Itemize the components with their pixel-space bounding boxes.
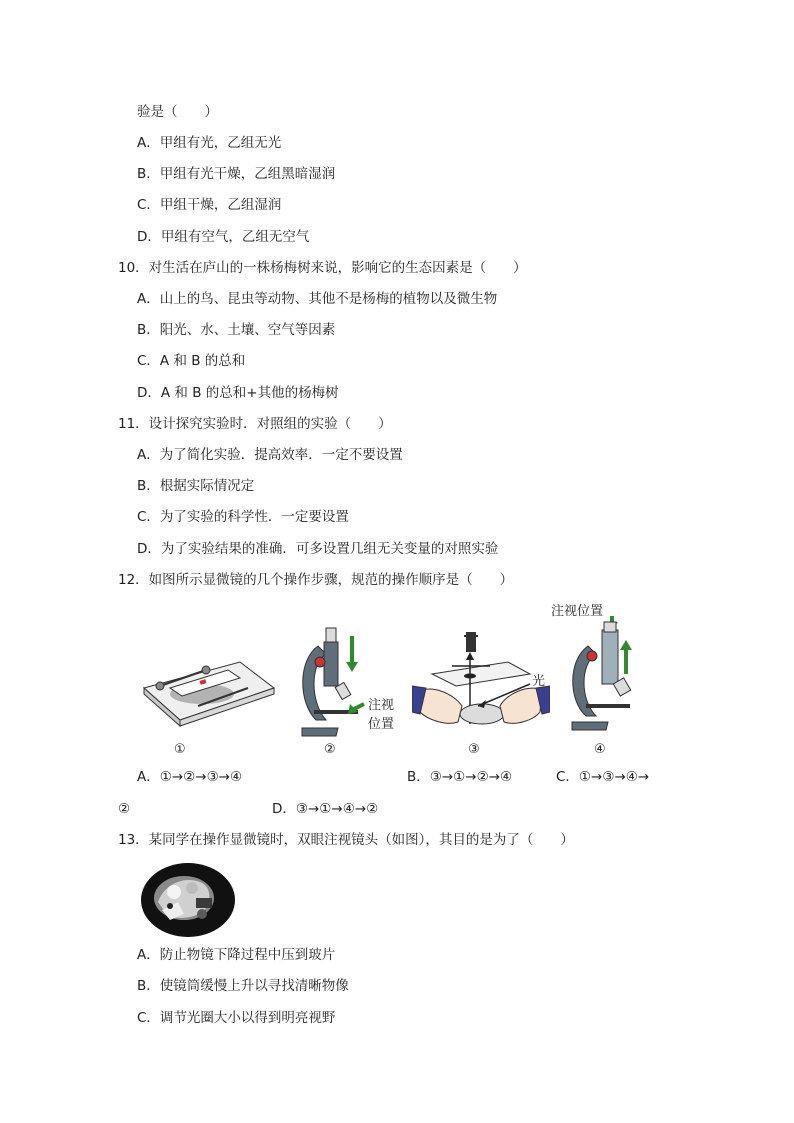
q9-option-d: D．甲组有空气，乙组无空气 [137,229,310,245]
q10-option-d: D．A 和 B 的总和+其他的杨梅树 [137,385,339,401]
q10-option-c: C．A 和 B 的总和 [137,353,246,369]
figure-label-1: ① [174,742,186,757]
q9-continuation: 验是（ ） [137,104,218,120]
q12-option-d: D．③→①→④→② [272,801,379,817]
mirror-adjusting-figure [412,628,550,732]
q11-option-c: C．为了实验的科学性．一定要设置 [137,509,349,525]
q13-stem: 13．某同学在操作显微镜时，双眼注视镜头（如图），其目的是为了（ ） [118,832,574,848]
figure-light-label: 光 [532,674,546,689]
microscope-raising-figure [566,616,638,734]
gazing-at-lens-photo [140,862,236,938]
q10-option-a: A．山上的鸟、昆虫等动物、其他不是杨梅的植物以及微生物 [137,291,498,307]
q12-option-a: A．①→②→③→④ [137,769,243,785]
q11-option-a: A．为了简化实验．提高效率．一定不要设置 [137,447,403,463]
figure-gaze-label-line1: 注视 [368,698,395,713]
q11-option-d: D．为了实验结果的准确．可多设置几组无关变量的对照实验 [137,541,499,557]
q12-option-c: C．①→③→④→ [556,769,650,785]
q9-option-a: A．甲组有光，乙组无光 [137,135,282,151]
figure-label-2: ② [324,742,336,757]
q12-option-c-continued: ② [118,801,131,817]
figure-gaze-position-label: 注视位置 [551,604,604,619]
q9-option-c: C．甲组干燥，乙组湿润 [137,197,282,213]
figure-label-4: ④ [594,742,606,757]
figure-label-3: ③ [468,742,480,757]
q10-stem: 10．对生活在庐山的一株杨梅树来说，影响它的生态因素是（ ） [118,260,527,276]
q11-option-b: B．根据实际情况定 [137,478,255,494]
q10-option-b: B．阳光、水、土壤、空气等因素 [137,322,336,338]
q12-stem: 12．如图所示显微镜的几个操作步骤，规范的操作顺序是（ ） [118,572,514,588]
q9-option-b: B．甲组有光干燥，乙组黑暗湿润 [137,166,336,182]
q13-option-a: A．防止物镜下降过程中压到玻片 [137,947,336,963]
slide-on-stage-figure [140,648,276,736]
q13-option-c: C．调节光圈大小以得到明亮视野 [137,1010,336,1026]
q12-option-b: B．③→①→②→④ [407,769,513,785]
figure-gaze-label-line2: 位置 [368,717,395,732]
q13-option-b: B．使镜筒缓慢上升以寻找清晰物像 [137,978,349,994]
q11-stem: 11．设计探究实验时．对照组的实验（ ） [118,416,392,432]
microscope-lowering-figure [296,624,366,742]
